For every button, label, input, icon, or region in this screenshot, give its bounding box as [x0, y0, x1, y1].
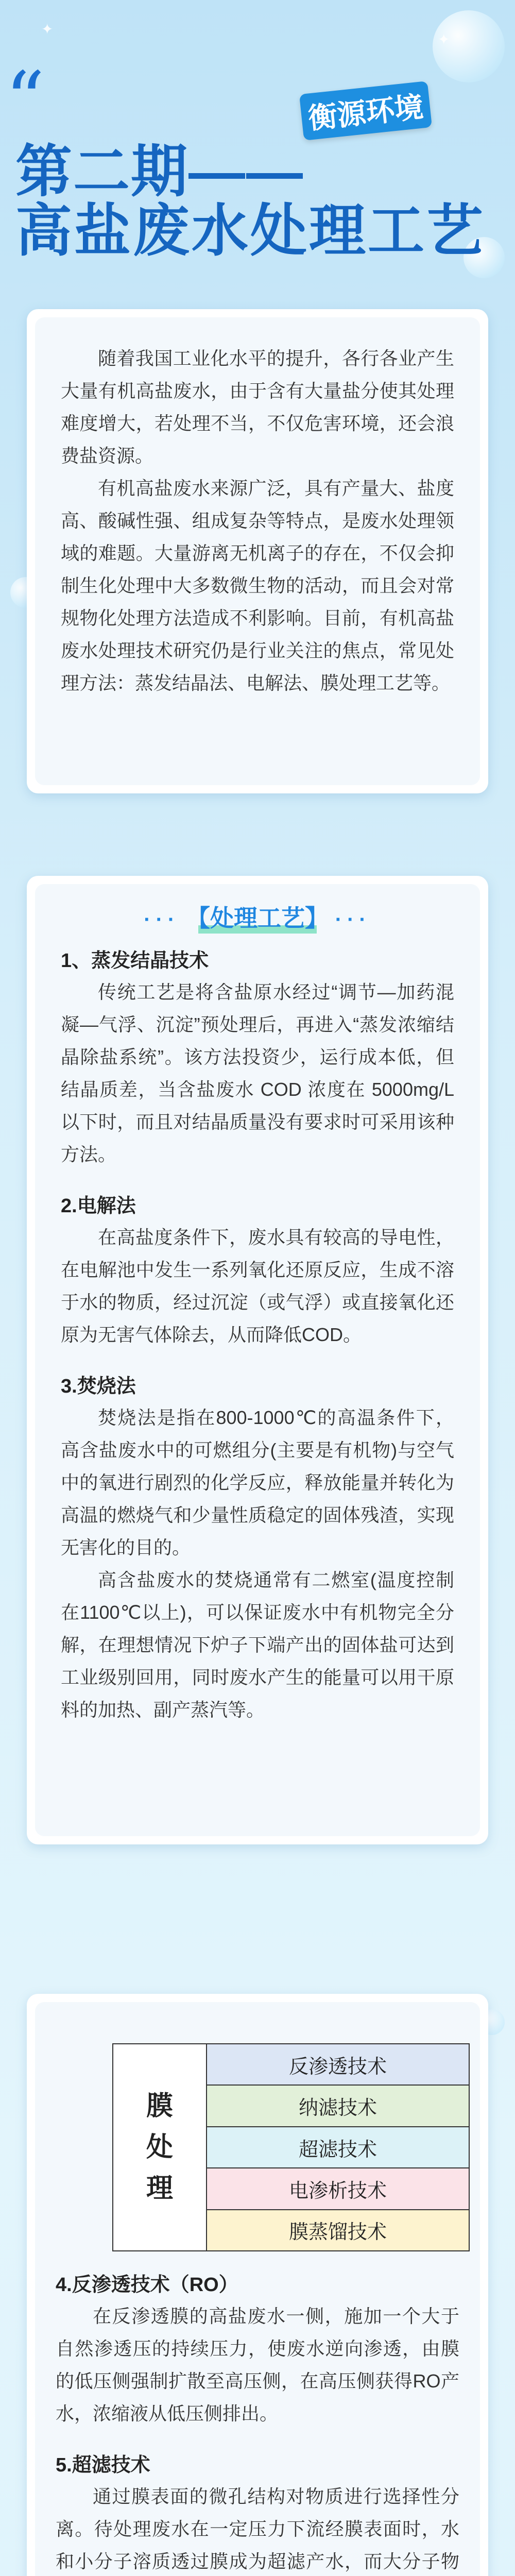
page-title-line2: 高盐废水处理工艺 [15, 199, 485, 263]
item-paragraph: 焚烧法是指在800-1000℃的高温条件下，高含盐废水中的可燃组分(主要是有机物)与空气中的氧进行剧烈的化学反应，释放能量并转化为高温的燃烧气和少量性质稳定的固体残渣，实现无害化的目的。 [61, 1407, 454, 1558]
item-title: 4.反渗透技术（RO） [56, 2274, 238, 2296]
membrane-table-row: 反渗透技术 [207, 2044, 469, 2086]
brand-badge: 衡源环境 [299, 81, 432, 141]
membrane-table [112, 2043, 470, 2251]
membrane-table-category: 膜 处 理 [113, 2044, 207, 2250]
dots-decoration: ··· [335, 908, 371, 931]
quote-icon: “ [5, 56, 45, 145]
item-title: 1、蒸发结晶技术 [61, 950, 209, 972]
item-paragraph: 高含盐废水的焚烧通常有二燃室(温度控制在1100℃以上)，可以保证废水中有机物完全分解，在理想情况下炉子下端产出的固体盐可达到工业级别回用，同时废水产生的能量可以用干原料的加热、副产蒸汽等。 [61, 1569, 454, 1720]
item-paragraph: 传统工艺是将含盐原水经过“调节—加药混凝—气浮、沉淀”预处理后，再进入“蒸发浓缩结晶除盐系统”。该方法投资少，运行成本低，但结晶质差，当含盐废水 COD 浓度在 5000mg/L以下时，而且对结晶质量没有要求时可采用该种方法。 [61, 981, 454, 1165]
sparkle-icon: ✦ [41, 21, 54, 37]
header [0, 0, 515, 309]
intro-paragraph: 有机高盐废水来源广泛，具有产量大、盐度高、酸碱性强、组成复杂等特点，是废水处理领域的难题。大量游离无机离子的存在，不仅会抑制生化处理中大多数微生物的活动，而且会对常规物化处理方法造成不利影响。目前，有机高盐废水处理技术研究仍是行业关注的焦点，常见处理方法：蒸发结晶法、电解法、膜处理工艺等。 [61, 478, 454, 693]
page-title-line1: 第二期—— [15, 140, 304, 204]
item-title: 3.焚烧法 [61, 1376, 136, 1397]
intro-paragraph: 随着我国工业化水平的提升，各行各业产生大量有机高盐废水，由于含有大量盐分使其处理难度增大，若处理不当，不仅危害环境，还会浪费盐资源。 [61, 348, 454, 466]
item-paragraph: 在反渗透膜的高盐废水一侧，施加一个大于自然渗透压的持续压力，使废水逆向渗透，由膜的低压侧强制扩散至高压侧，在高压侧获得RO产水，浓缩液从低压侧排出。 [56, 2306, 459, 2424]
process-card [27, 876, 488, 1844]
membrane-table-row: 膜蒸馏技术 [207, 2210, 469, 2250]
intro-card [27, 309, 488, 793]
membrane-table-row: 超滤技术 [207, 2127, 469, 2168]
item-paragraph: 在高盐度条件下，废水具有较高的导电性，在电解池中发生一系列氧化还原反应，生成不溶于水的物质，经过沉淀（或气浮）或直接氧化还原为无害气体除去，从而降低COD。 [61, 1227, 454, 1345]
membrane-card [27, 1994, 488, 2576]
dots-decoration: ··· [144, 908, 180, 931]
membrane-table-row: 纳滤技术 [207, 2086, 469, 2127]
sparkle-icon: ✦ [438, 31, 450, 47]
item-paragraph: 通过膜表面的微孔结构对物质进行选择性分离。待处理废水在一定压力下流经膜表面时，水和小分子溶质透过膜成为超滤产水，而大分子物 [56, 2486, 459, 2572]
item-title: 5.超滤技术 [56, 2454, 150, 2476]
membrane-table-row: 电渗析技术 [207, 2168, 469, 2210]
section-label-process: ··· 【处理工艺】 ··· [61, 900, 454, 936]
item-title: 2.电解法 [61, 1195, 136, 1217]
